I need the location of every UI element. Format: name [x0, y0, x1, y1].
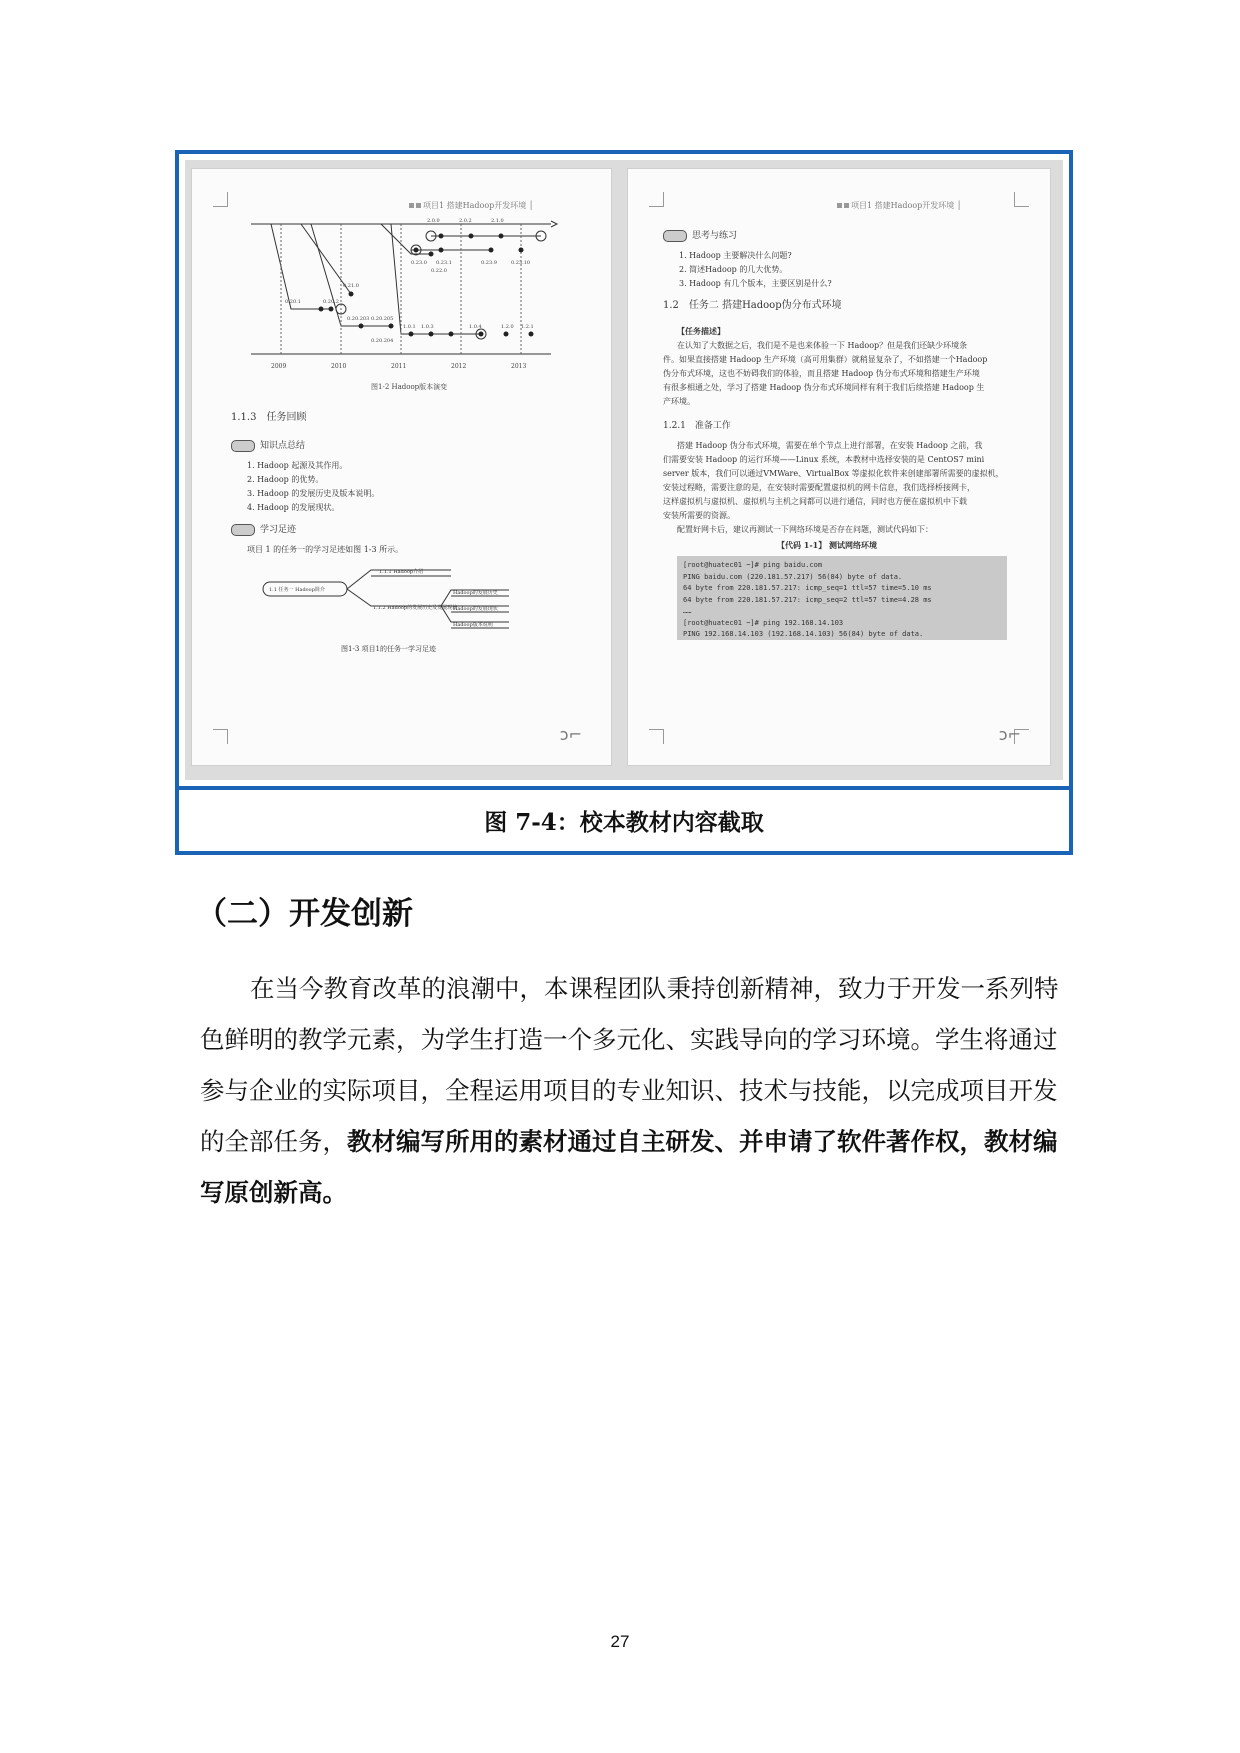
svg-text:Hadoop版本说明: Hadoop版本说明: [453, 622, 493, 628]
svg-text:0.20.205: 0.20.205: [371, 316, 394, 322]
running-head: 项目1 搭建Hadoop开发环境 │: [409, 200, 534, 211]
version-timeline-figure: [231, 214, 571, 394]
svg-text:2.0.0: 2.0.0: [427, 218, 440, 224]
svg-text:0.20.204: 0.20.204: [371, 338, 394, 344]
learning-heading: 学习足迹: [231, 522, 296, 536]
svg-text:1.2.1: 1.2.1: [521, 324, 534, 330]
svg-text:1.0.1: 1.0.1: [403, 324, 416, 330]
svg-text:Hadoop的发展历史: Hadoop的发展历史: [453, 590, 498, 596]
page-number: 27: [610, 1632, 630, 1651]
running-head: 项目1 搭建Hadoop开发环境 │: [837, 200, 962, 211]
svg-text:0.21.0: 0.21.0: [343, 283, 359, 289]
svg-text:1.0.4: 1.0.4: [469, 324, 482, 330]
svg-text:2010: 2010: [331, 363, 347, 370]
publisher-logo-icon: ↄ⌐: [998, 725, 1021, 744]
svg-text:0.23.0: 0.23.0: [411, 260, 427, 266]
section-heading: 1.2 任务二 搭建Hadoop伪分布式环境: [663, 300, 842, 311]
section-heading: 1.2.1 准备工作: [663, 421, 731, 431]
svg-text:0.23.9: 0.23.9: [481, 260, 497, 266]
svg-text:0.23.10: 0.23.10: [511, 260, 531, 266]
svg-text:1.1.2 Hadoop的发展历史及发展现状: 1.1.2 Hadoop的发展历史及发展现状: [373, 605, 458, 611]
figure-frame: [175, 150, 1073, 855]
svg-text:0.20.1: 0.20.1: [285, 299, 301, 305]
svg-text:图1-2 Hadoop版本演变: 图1-2 Hadoop版本演变: [371, 383, 448, 391]
svg-text:1.2.0: 1.2.0: [501, 324, 514, 330]
svg-text:0.20.203: 0.20.203: [347, 316, 370, 322]
svg-text:2013: 2013: [511, 363, 527, 370]
section-title: （二）开发创新: [196, 896, 413, 932]
svg-text:2012: 2012: [451, 363, 467, 370]
svg-text:1.0.3: 1.0.3: [421, 324, 434, 330]
svg-text:2011: 2011: [391, 363, 407, 370]
svg-text:Hadoop的发展现状: Hadoop的发展现状: [453, 606, 498, 612]
svg-text:2.0.2: 2.0.2: [459, 218, 472, 224]
mindmap-figure: [261, 560, 541, 640]
svg-text:2009: 2009: [271, 363, 287, 370]
svg-text:1.1 任务一 Hadoop简介: 1.1 任务一 Hadoop简介: [269, 587, 325, 593]
think-heading: 思考与练习: [663, 228, 737, 242]
figure-image: [185, 160, 1063, 780]
body-paragraph: [200, 963, 1060, 1218]
code-block: [root@huatec01 ~]# ping baidu.com PING baidu.com (220.181.57.217) 56(84) byte of data. 64 byte from 220.181.57.217: icmp_seq=1 ttl=57 time=5.10 ms 64 byte from 220.181.57.217: icmp_seq=2 ttl=57 time=4.28 ms …… [root@huatec01 ~]# ping 192.168.14.103 PING 192.168.14.103 (192.168.14.103) 56(84) byte of data.: [677, 556, 1007, 640]
publisher-logo-icon: ↄ⌐: [559, 725, 582, 744]
svg-text:0.23.1: 0.23.1: [436, 260, 452, 266]
svg-text:0.20.2: 0.20.2: [323, 299, 339, 305]
section-heading: 1.1.3 任务回顾: [231, 412, 307, 423]
svg-text:0.22.0: 0.22.0: [431, 268, 447, 274]
book-page-right: 项目1 搭建Hadoop开发环境 │ 思考与练习 1. Hadoop 主要解决什么问题? 2. 简述Hadoop 的几大优势。 3. Hadoop 有几个版本，主要区别是什么? 1.2 任务二 搭建Hadoop伪分布式环境 【任务描述】 在认知了大数据之后，我们是不是也来体验一下 Hadoop？但是我们还缺少环境条 件。如果直接搭建 Hadoop 生产环境（高可用集群）就稍显复杂了，不如搭建一个Hadoop 伪分布式环境，这也不妨碍我们的体验，而且搭建 Hadoop 伪分布式环境和搭建生产环境 有很多相通之处，学习了搭建 Hadoop 伪分布式环境同样有利于我们后续搭建 Hadoop 生 产环境。 1.2.1 准备工作 搭建 Hadoop 伪分布式环境，需要在单个节点上进行部署，在安装 Hadoop 之前，我 们需要安装 Hadoop 的运行环境——Linux 系统，本教材中选择安装的是 CentOS7 mini server 版本，我们可以通过VMWare、VirtualBox 等虚拟化软件来创建部署所需要的虚拟机， 安装过程略，需要注意的是，在安装时需要配置虚拟机的网卡信息，我们选择桥接网卡， 这样虚拟机与虚拟机、虚拟机与主机之间都可以进行通信，同时也方便在虚拟机中下载 安装所需要的资源。 配置好网卡后，建议再测试一下网络环境是否存在问题，测试代码如下： 【代码 1-1】 测试网络环境 [root@huatec01 ~]# ping baidu.com PING baidu.com (220.181.57.217) 56(84) byte of data. 64 byte from 220.181.57.217: icmp_seq=1 ttl=57 time=5.10 ms 64 byte from 220.181.57.217: icmp_seq=2 ttl=57 time=4.28 ms …… [root@huatec01 ~]# ping 192.168.14.103 PING 192.168.14.103 (192.168.14.103) 56(84) byte of data. ↄ⌐: [627, 168, 1051, 766]
svg-text:1.1.1 Hadoop介绍: 1.1.1 Hadoop介绍: [379, 569, 424, 575]
paragraph-bold-text: 教材编写所用的素材通过自主研发、并申请了软件著作权，教材编写原创新高。: [200, 1127, 1058, 1207]
knowledge-heading: 知识点总结: [231, 438, 305, 452]
book-page-left: 项目1 搭建Hadoop开发环境 │ 2.0.0 2.0.2 2.1.0 0.23.0 0.23.1 0.23.9 0.23.10 0.22.0 0.21.0 0.20.1 0.20.2 0.20.203 0.20.205 0.20.204 1.0.1 1.0.3 1.0.4 1.2.0 1.2.1 2009 2010 2011 2012 2013 图1-2 Hadoop版本演变 1.1.3 任务回顾 知识点总结 1. Hadoop 起源及其作用。 2. Hadoop 的优势。 3. Hadoop 的发展历史及版本说明。 4. Hadoop 的发展现状。 学习足迹 项目 1 的任务一的学习足迹如图 1-3 所示。 1.1 任务一 Hadoop简介 1.1.1 Hadoop介绍 1.1.2 Hadoop的发展历史及发展现状 Hadoop的发展历史 Hadoop的发展现状 Hadoop版本说明 图1-3 项目1的任务一学习足迹 ↄ⌐: [191, 168, 612, 766]
svg-text:2.1.0: 2.1.0: [491, 218, 504, 224]
figure-caption: 图 7-4：校本教材内容截取: [179, 786, 1069, 851]
paragraph-text: 在当今教育改革的浪潮中，本课程团队秉持创新精神，致力于开发一系列特色鲜明的教学元素，为学生打造一个多元化、实践导向的学习环境。学生将通过参与企业的实际项目，全程运用项目的专业知识、技术与技能，以完成项目开发的全部任务，: [200, 974, 1059, 1156]
